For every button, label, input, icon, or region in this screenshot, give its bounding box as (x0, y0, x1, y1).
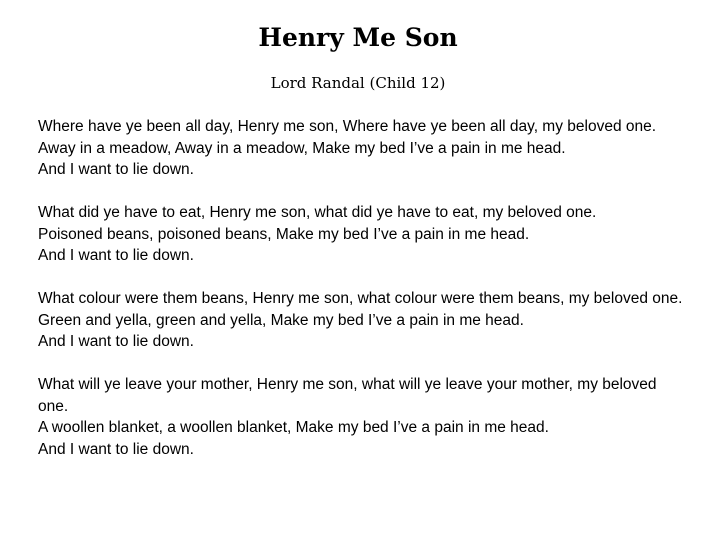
verse-line: And I want to lie down. (38, 333, 194, 350)
verse-line: What colour were them beans, Henry me son, what colour were them beans, my beloved one. (38, 290, 683, 307)
verse-line: Away in a meadow, Away in a meadow, Make my bed I’ve a pain in me head. (38, 139, 566, 157)
verse-4 (38, 374, 688, 460)
verse-line: Green and yella, green and yella, Make my bed I’ve a pain in me head. (38, 311, 524, 329)
page-title: Henry Me Son (258, 23, 458, 52)
verse-2 (38, 202, 688, 267)
verse-line: Where have ye been all day, Henry me son, Where have ye been all day, my beloved one. (38, 118, 657, 135)
song-verses (38, 116, 688, 482)
verse-line: And I want to lie down. (38, 440, 194, 458)
verse-line: A woollen blanket, a woollen blanket, Make my bed I’ve a pain in me head. (38, 419, 549, 436)
verse-3 (38, 288, 688, 353)
verse-line: Poisoned beans, poisoned beans, Make my bed I’ve a pain in me head. (38, 225, 530, 243)
verse-line: What will ye leave your mother, Henry me son, what will ye leave your mother, my beloved one. (38, 376, 657, 415)
page-subtitle: Lord Randal (Child 12) (270, 74, 446, 92)
verse-line: And I want to lie down. (38, 247, 194, 264)
verse-line: What did ye have to eat, Henry me son, what did ye have to eat, my beloved one. (38, 204, 597, 221)
verse-line: And I want to lie down. (38, 161, 194, 178)
verse-1 (38, 116, 688, 181)
